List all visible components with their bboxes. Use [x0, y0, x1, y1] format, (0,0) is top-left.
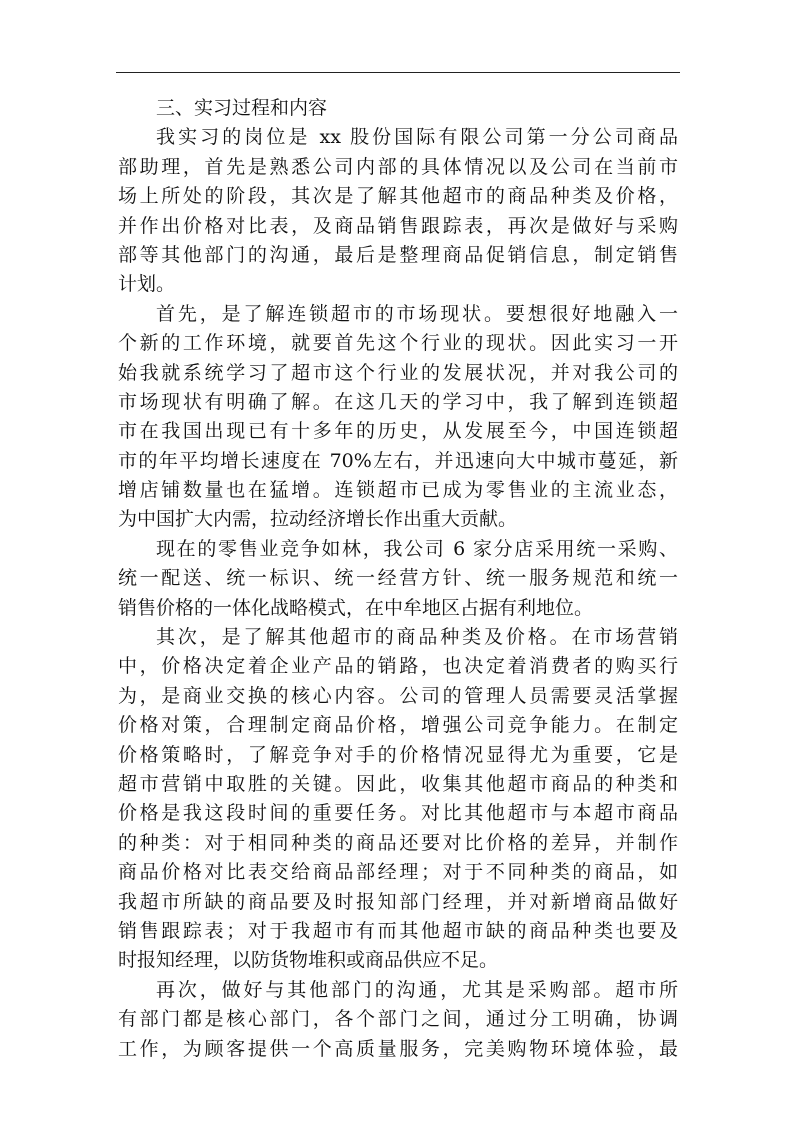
text-line: 其次，是了解其他超市的商品种类及价格。在市场营销 [156, 626, 678, 649]
text-line: 销售跟踪表；对于我超市有而其他超市缺的商品种类也要及 [118, 919, 678, 942]
text-line: 的种类：对于相同种类的商品还要对比价格的差异，并制作 [118, 831, 678, 854]
text-line: 为中国扩大内需，拉动经济增长作出重大贡献。 [118, 508, 518, 531]
text-line: 有部门都是核心部门，各个部门之间，通过分工明确，协调 [118, 1008, 678, 1031]
paragraph [118, 123, 678, 299]
text-line: 市的年平均增长速度在 70%左右，并迅速向大中城市蔓延，新 [118, 449, 678, 472]
paragraph [118, 623, 678, 976]
document-body [118, 94, 678, 1064]
text-line: 商品价格对比表交给商品部经理；对于不同种类的商品，如 [118, 861, 678, 884]
text-line: 工作，为顾客提供一个高质量服务，完美购物环境体验，最 [118, 1037, 678, 1060]
text-line: 我实习的岗位是 xx 股份国际有限公司第一分公司商品 [156, 126, 678, 149]
text-line: 价格策略时，了解竞争对手的价格情况显得尤为重要，它是 [118, 743, 678, 766]
text-line: 计划。 [118, 273, 176, 296]
paragraph [118, 300, 678, 535]
text-line: 市场现状有明确了解。在这几天的学习中，我了解到连锁超 [118, 390, 678, 413]
text-line: 中，价格决定着企业产品的销路，也决定着消费者的购买行 [118, 655, 678, 678]
section-heading: 三、实习过程和内容 [156, 97, 328, 119]
paragraph [118, 535, 678, 623]
text-line: 时报知经理，以防货物堆积或商品供应不足。 [118, 949, 499, 972]
text-line: 超市营销中取胜的关键。因此，收集其他超市商品的种类和 [118, 772, 678, 795]
text-line: 为，是商业交换的核心内容。公司的管理人员需要灵活掌握 [118, 684, 678, 707]
text-line: 增店铺数量也在猛增。连锁超市已成为零售业的主流业态， [118, 479, 678, 502]
text-line: 始我就系统学习了超市这个行业的发展状况，并对我公司的 [118, 361, 678, 384]
text-line: 统一配送、统一标识、统一经营方针、统一服务规范和统一 [118, 567, 678, 590]
header-rule [116, 72, 680, 73]
text-line: 首先，是了解连锁超市的市场现状。要想很好地融入一 [156, 302, 678, 325]
text-line: 部助理，首先是熟悉公司内部的具体情况以及公司在当前市 [118, 155, 678, 178]
paragraph [118, 976, 678, 1064]
text-line: 价格是我这段时间的重要任务。对比其他超市与本超市商品 [118, 802, 678, 825]
text-line: 再次，做好与其他部门的沟通，尤其是采购部。超市所 [156, 978, 678, 1001]
text-line: 部等其他部门的沟通，最后是整理商品促销信息，制定销售 [118, 243, 678, 266]
text-line: 场上所处的阶段，其次是了解其他超市的商品种类及价格， [118, 185, 678, 208]
text-line: 现在的零售业竞争如林，我公司 6 家分店采用统一采购、 [156, 537, 678, 560]
text-line: 市在我国出现已有十多年的历史，从发展至今，中国连锁超 [118, 420, 678, 443]
text-line: 我超市所缺的商品要及时报知部门经理，并对新增商品做好 [118, 890, 678, 913]
text-line: 销售价格的一体化战略模式，在中牟地区占据有利地位。 [118, 596, 594, 619]
text-line: 并作出价格对比表，及商品销售跟踪表，再次是做好与采购 [118, 214, 678, 237]
text-line: 价格对策，合理制定商品价格，增强公司竞争能力。在制定 [118, 714, 678, 737]
text-line: 个新的工作环境，就要首先这个行业的现状。因此实习一开 [118, 332, 678, 355]
